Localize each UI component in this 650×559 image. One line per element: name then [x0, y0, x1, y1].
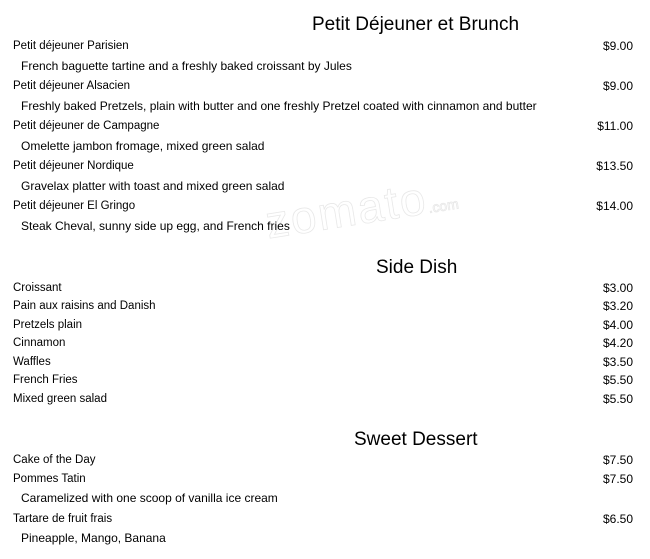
- menu-item-price: $11.00: [597, 119, 633, 133]
- section-title-side-dish: Side Dish: [376, 257, 458, 278]
- menu-item-price: $4.20: [602, 336, 633, 350]
- menu-item-name: Tartare de fruit frais: [13, 513, 113, 525]
- menu-item-name: Petit déjeuner El Gringo: [13, 200, 136, 212]
- menu-item-name: Cake of the Day: [13, 454, 96, 466]
- menu-item-name: Cinnamon: [13, 337, 66, 349]
- menu-item-name: French Fries: [13, 374, 78, 386]
- menu-item-price: $14.00: [596, 199, 633, 213]
- menu-item-price: $13.50: [596, 159, 633, 173]
- watermark-suffix: .com: [427, 195, 460, 216]
- menu-item-price: $5.50: [602, 392, 633, 406]
- menu-item-price: $7.50: [602, 472, 633, 486]
- menu-item-description: Gravelax platter with toast and mixed green salad: [21, 179, 285, 193]
- menu-item-description: Omelette jambon fromage, mixed green salad: [21, 139, 265, 153]
- menu-item-name: Waffles: [13, 356, 51, 368]
- menu-item-name: Croissant: [13, 282, 62, 294]
- menu-item-name: Petit déjeuner Nordique: [13, 160, 134, 172]
- menu-item-description: Caramelized with one scoop of vanilla ice cream: [21, 491, 278, 505]
- menu-item-price: $9.00: [602, 39, 633, 53]
- menu-item-price: $3.20: [602, 299, 633, 313]
- menu-item-description: Pineapple, Mango, Banana: [21, 531, 166, 545]
- menu-item-name: Petit déjeuner de Campagne: [13, 120, 160, 132]
- menu-item-name: Pretzels plain: [13, 319, 83, 331]
- menu-item-price: $9.00: [602, 79, 633, 93]
- menu-item-name: Petit déjeuner Parisien: [13, 40, 129, 52]
- menu-item-price: $3.50: [602, 355, 633, 369]
- menu-item-price: $7.50: [602, 453, 633, 467]
- menu-item-name: Pain aux raisins and Danish: [13, 300, 156, 312]
- menu-item-description: Freshly baked Pretzels, plain with butter and one freshly Pretzel coated with cinnamon and butter: [21, 99, 537, 113]
- menu-item-price: $3.00: [602, 281, 633, 295]
- zomato-watermark: [262, 168, 462, 258]
- menu-item-description: French baguette tartine and a freshly baked croissant by Jules: [21, 59, 352, 73]
- section-title-brunch: Petit Déjeuner et Brunch: [312, 14, 520, 35]
- menu-item-name: Pommes Tatin: [13, 473, 86, 485]
- menu-item-description: Steak Cheval, sunny side up egg, and French fries: [21, 219, 290, 233]
- menu-item-name: Mixed green salad: [13, 393, 107, 405]
- menu-item-price: $5.50: [602, 373, 633, 387]
- section-title-sweet-dessert: Sweet Dessert: [354, 429, 478, 450]
- watermark-brand: zomato: [261, 171, 431, 249]
- menu-item-price: $6.50: [602, 512, 633, 526]
- menu-item-name: Petit déjeuner Alsacien: [13, 80, 130, 92]
- menu-item-price: $4.00: [602, 318, 633, 332]
